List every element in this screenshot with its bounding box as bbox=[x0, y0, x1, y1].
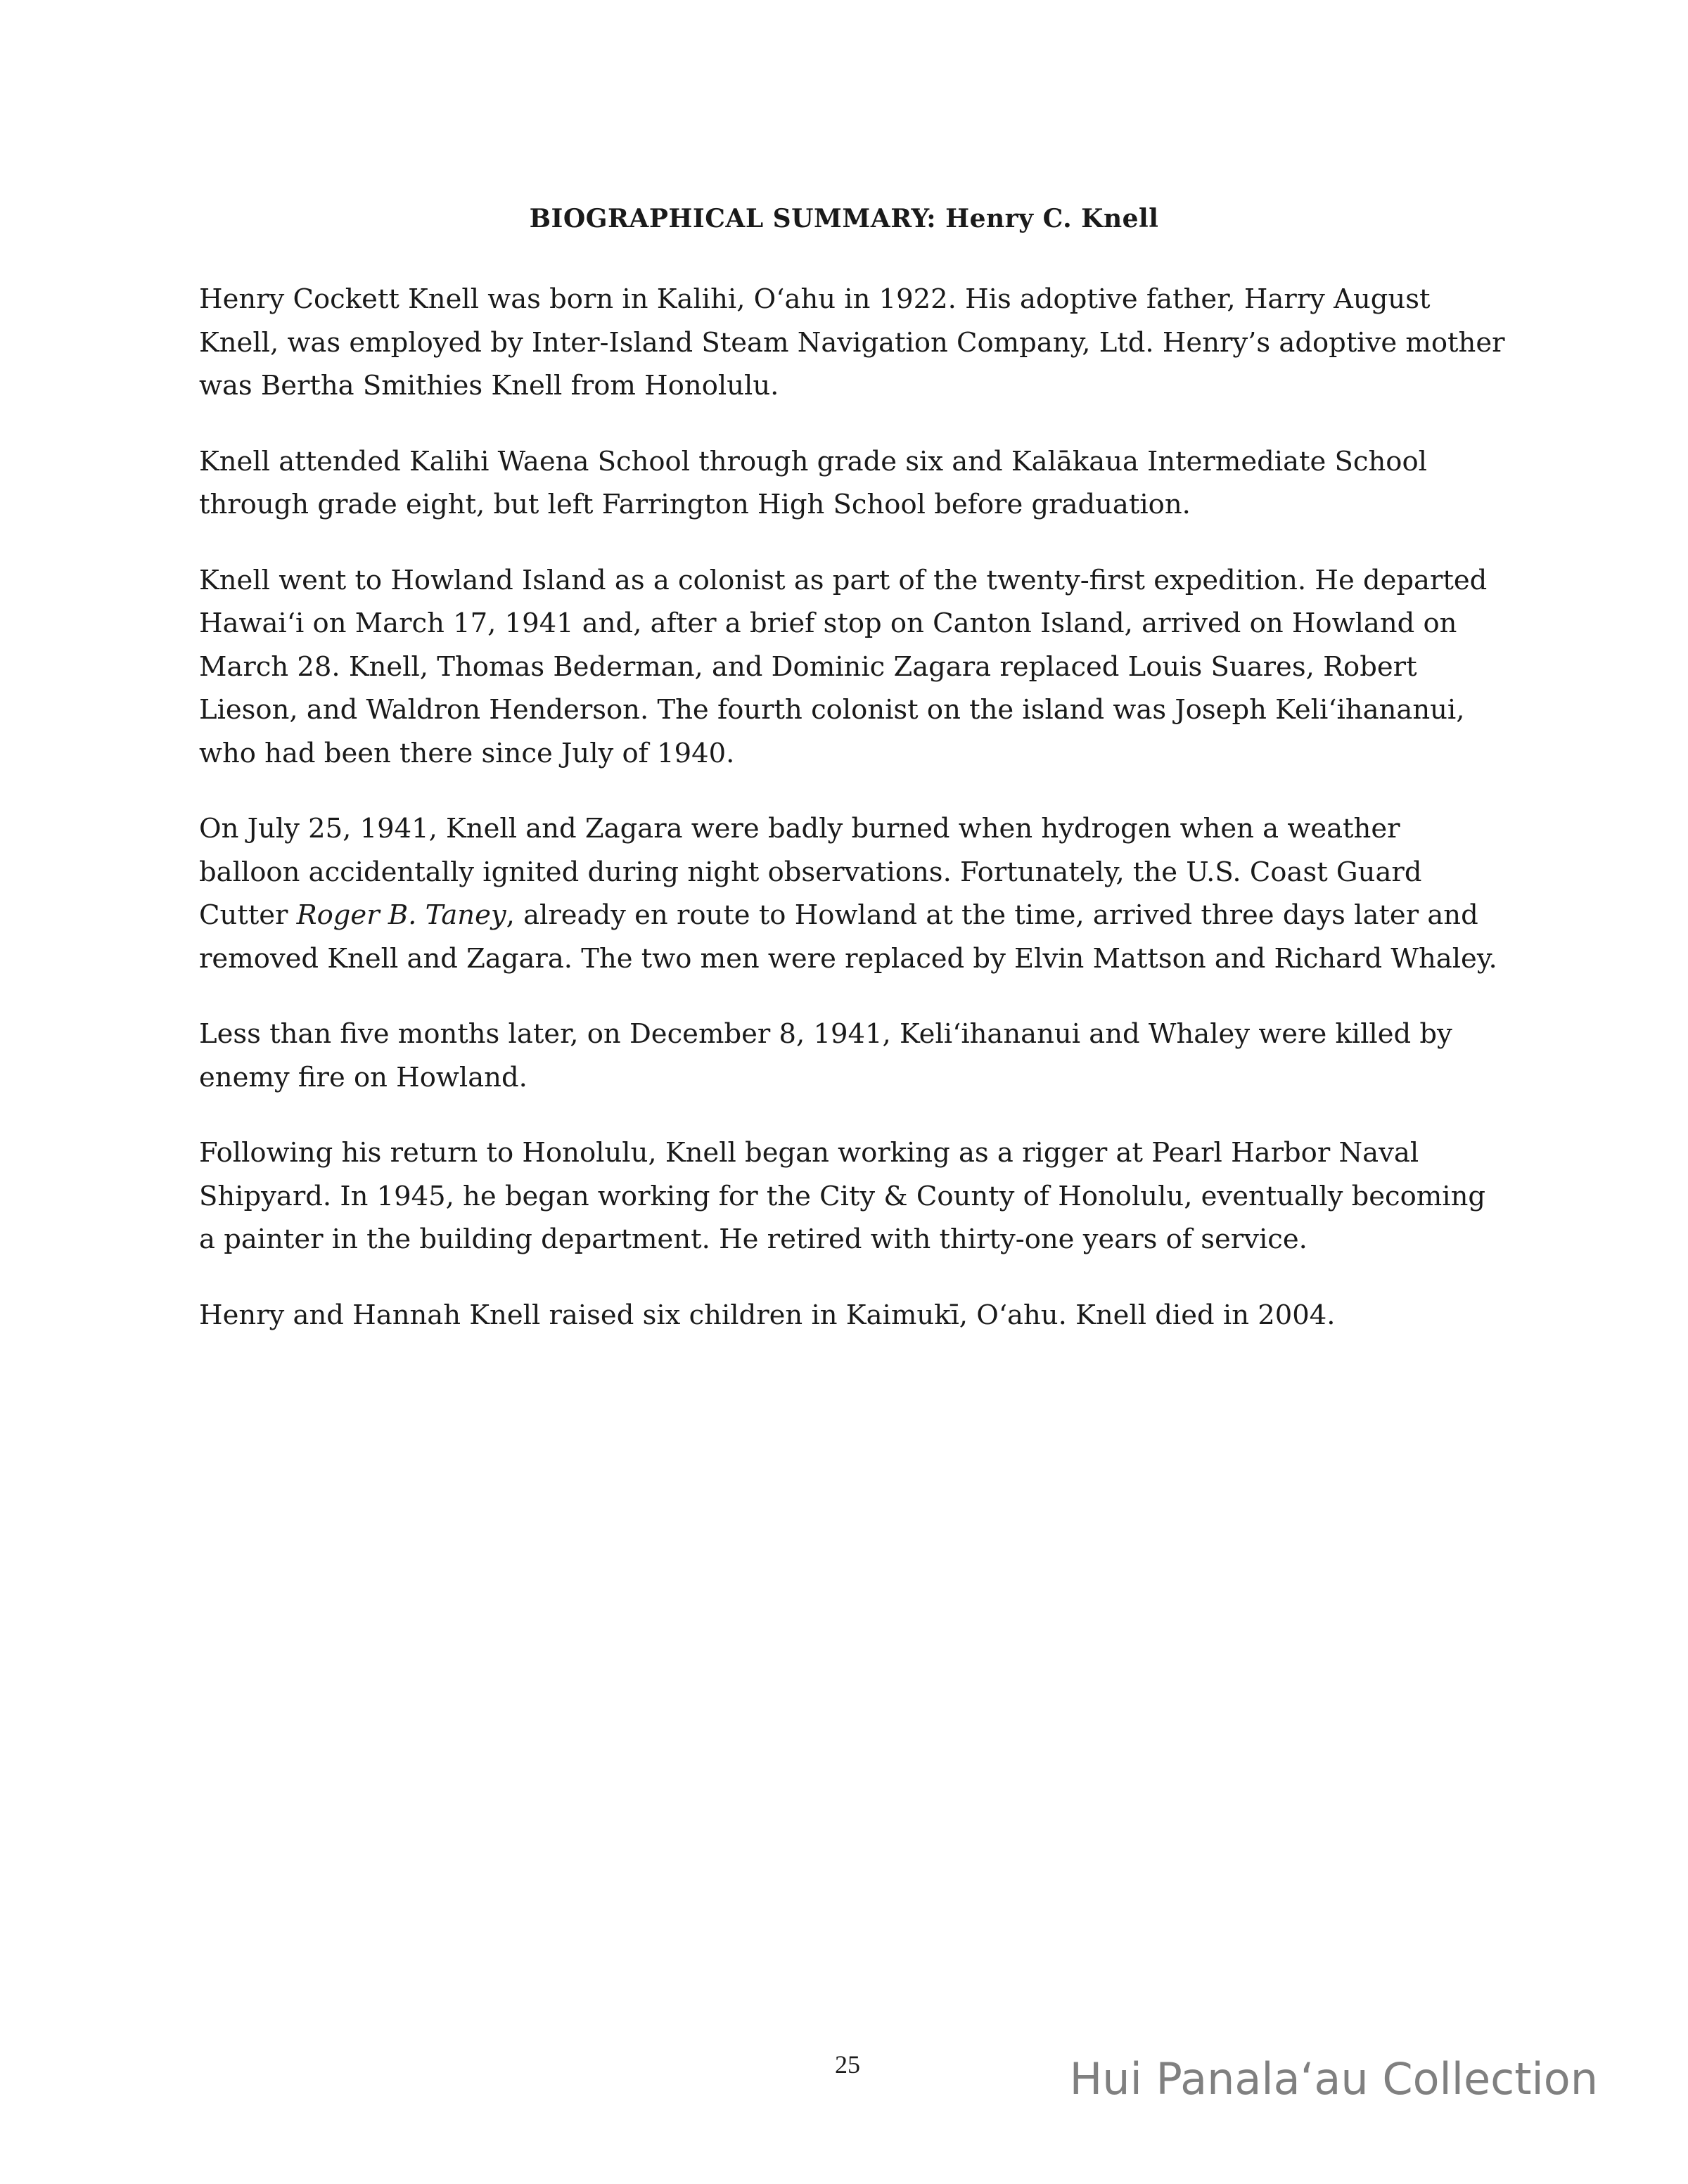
paragraph-birth: Henry Cockett Knell was born in Kalihi, O‘ahu in 1922. His adoptive father, Harry August Knell, was employed by Inter-Island Steam Navigation Company, Ltd. Henry’s adoptive mother was Bertha Smithies Knell from Honolulu. bbox=[199, 283, 1505, 402]
paragraph-balloon-accident-text-before: On July 25, 1941, Knell and Zagara were badly burned when hydrogen when a weather balloon accidentally ignited during night observations. Fortunately, the U.S. Coast Guard Cutter bbox=[199, 813, 1422, 931]
ship-name-italic: Roger B. Taney bbox=[296, 899, 506, 931]
paragraph-career: Following his return to Honolulu, Knell began working as a rigger at Pearl Harbor Naval Shipyard. In 1945, he began working for the City & County of Honolulu, eventually becoming a painter in the building department. He retired with thirty-one years of service. bbox=[199, 1137, 1486, 1255]
page-number: 25 bbox=[835, 2050, 860, 2079]
paragraph-balloon-accident bbox=[199, 807, 1507, 980]
paragraph-education: Knell attended Kalihi Waena School through grade six and Kalākaua Intermediate School through grade eight, but left Farrington High School before graduation. bbox=[199, 445, 1427, 520]
paragraph-enemy-fire: Less than five months later, on December 8, 1941, Keli‘ihananui and Whaley were killed by enemy fire on Howland. bbox=[199, 1018, 1452, 1093]
paragraph-howland-expedition: Knell went to Howland Island as a colonist as part of the twenty-first expedition. He departed Hawai‘i on March 17, 1941 and, after a brief stop on Canton Island, arrived on Howland on March 28. Knell, Thomas Bederman, and Dominic Zagara replaced Louis Suares, Robert Lieson, and Waldron Henderson. The fourth colonist on the island was Joseph Keli‘ihananui, who had been there since July of 1940. bbox=[199, 564, 1488, 769]
page-title: BIOGRAPHICAL SUMMARY: Henry C. Knell bbox=[529, 204, 1159, 233]
body-text bbox=[199, 278, 1507, 1369]
collection-watermark: Hui Panala‘au Collection bbox=[1069, 2053, 1598, 2105]
paragraph-family: Henry and Hannah Knell raised six children in Kaimukī, O‘ahu. Knell died in 2004. bbox=[199, 1299, 1336, 1331]
paragraph-balloon-accident-text-after: , already en route to Howland at the time, arrived three days later and removed Knell and Zagara. The two men were replaced by Elvin Mattson and Richard Whaley. bbox=[199, 899, 1497, 975]
